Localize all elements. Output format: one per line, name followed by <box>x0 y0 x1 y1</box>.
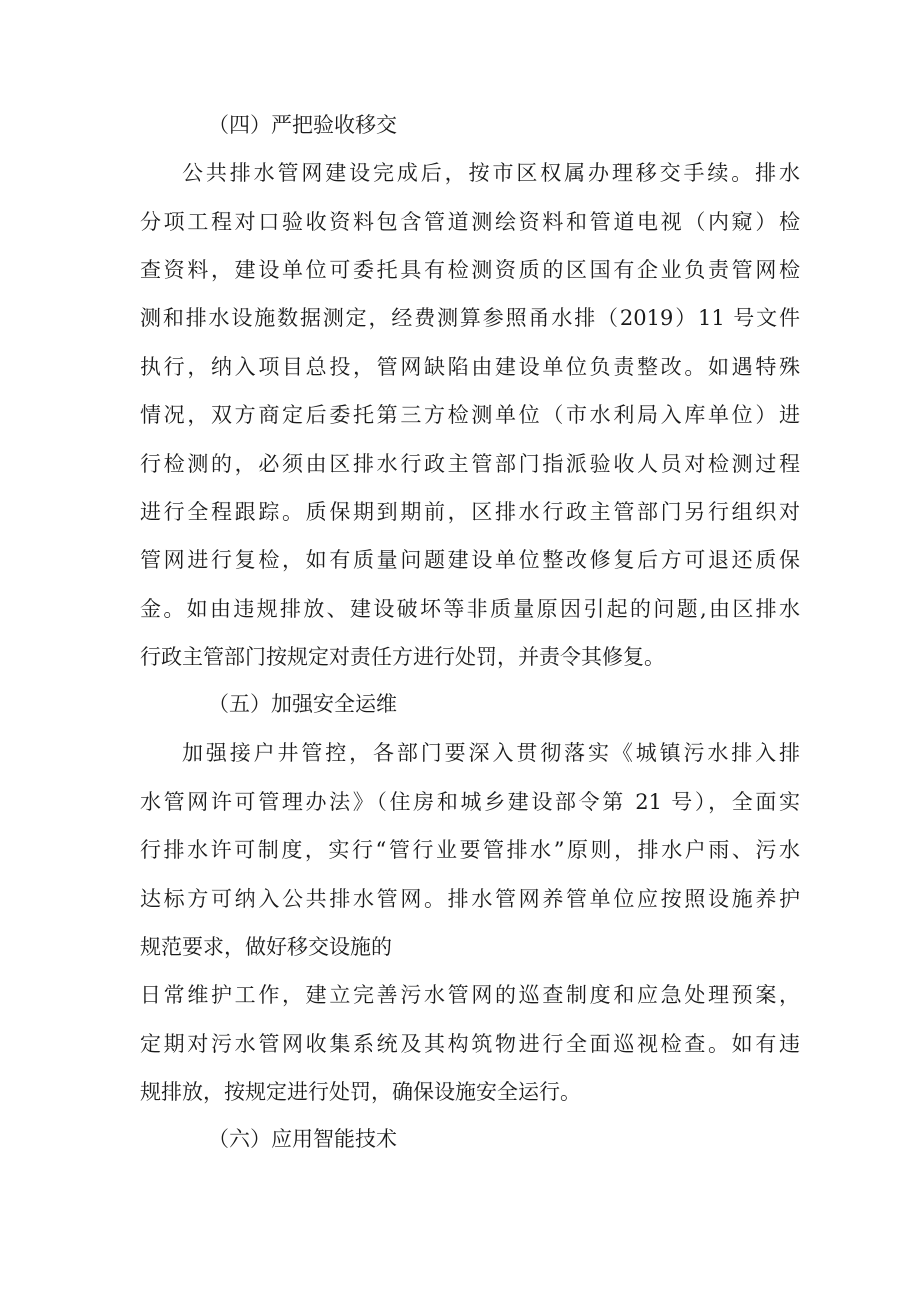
paragraph-line: 水管网许可管理办法》（住房和城乡建设部令第 21 号），全面实 <box>140 790 800 814</box>
paragraph-line: 规排放，按规定进行处罚，确保设施安全运行。 <box>140 1080 581 1104</box>
paragraph-line: 情况，双方商定后委托第三方检测单位（市水利局入库单位）进 <box>140 403 800 427</box>
section-heading-6: （六）应用智能技术 <box>208 1127 397 1151</box>
paragraph-line: 行检测的，必须由区排水行政主管部门指派验收人员对检测过程 <box>140 452 800 476</box>
paragraph-line: 日常维护工作，建立完善污水管网的巡查制度和应急处理预案， <box>140 983 800 1007</box>
paragraph-line: 分项工程对口验收资料包含管道测绘资料和管道电视（内窥）检 <box>140 210 800 234</box>
paragraph-line: 加强接户井管控，各部门要深入贯彻落实《城镇污水排入排 <box>182 741 800 765</box>
paragraph-line: 行排水许可制度，实行“管行业要管排水”原则，排水户雨、污水 <box>140 838 800 862</box>
paragraph-line: 管网进行复检，如有质量问题建设单位整改修复后方可退还质保 <box>140 548 800 572</box>
paragraph-line: 行政主管部门按规定对责任方进行处罚，并责令其修复。 <box>140 645 665 669</box>
paragraph-line: 规范要求，做好移交设施的 <box>140 935 392 959</box>
paragraph-line: 公共排水管网建设完成后，按市区权属办理移交手续。排水 <box>182 161 800 185</box>
paragraph-line: 定期对污水管网收集系统及其构筑物进行全面巡视检查。如有违 <box>140 1032 800 1056</box>
paragraph-line: 查资料，建设单位可委托具有检测资质的区国有企业负责管网检 <box>140 258 800 282</box>
paragraph-line: 测和排水设施数据测定，经费测算参照甬水排（2019）11 号文件 <box>140 306 800 330</box>
paragraph-line: 达标方可纳入公共排水管网。排水管网养管单位应按照设施养护 <box>140 887 800 911</box>
section-heading-4: （四）严把验收移交 <box>208 113 397 137</box>
paragraph-line: 执行，纳入项目总投，管网缺陷由建设单位负责整改。如遇特殊 <box>140 355 800 379</box>
paragraph-line: 进行全程跟踪。质保期到期前，区排水行政主管部门另行组织对 <box>140 500 800 524</box>
paragraph-line: 金。如由违规排放、建设破坏等非质量原因引起的问题,由区排水 <box>140 597 800 621</box>
section-heading-5: （五）加强安全运维 <box>208 692 397 716</box>
